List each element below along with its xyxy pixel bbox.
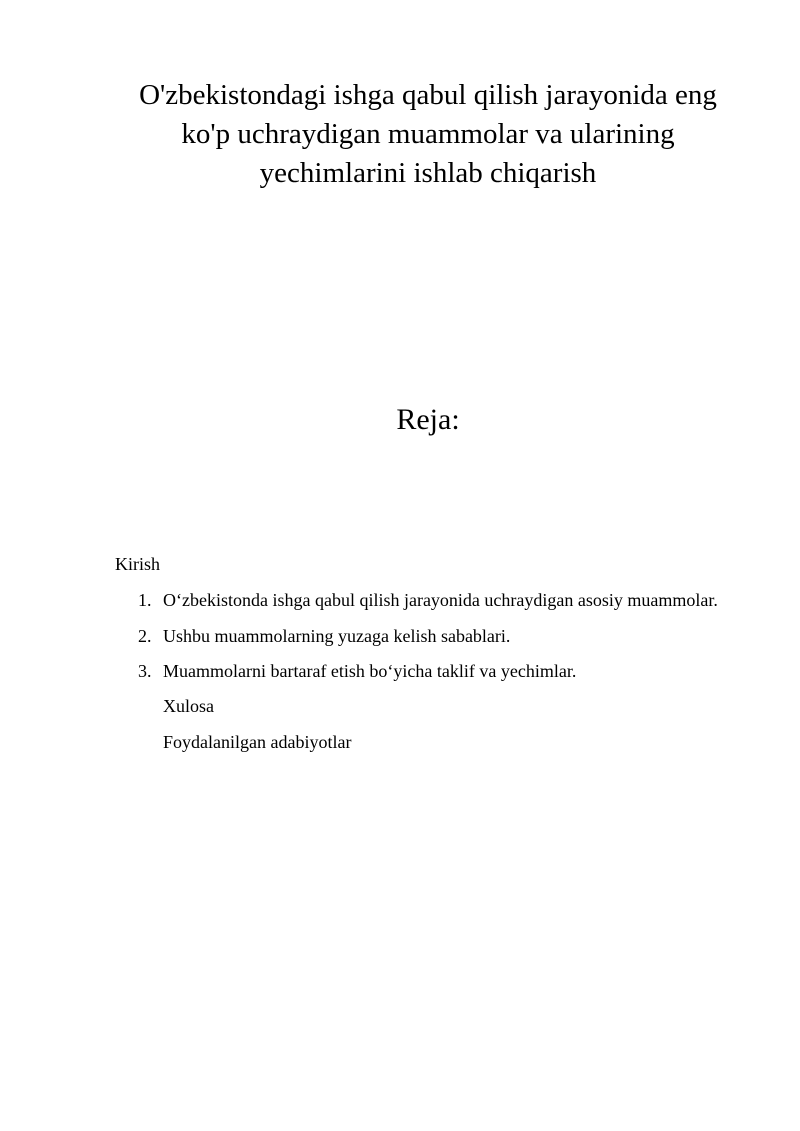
plan-item xyxy=(138,624,718,660)
title-line-3: yechimlarini ishlab chiqarish xyxy=(259,157,597,189)
plan-item-number: 1. xyxy=(138,590,152,610)
title-line-2: ko'p uchraydigan muammolar va ularining xyxy=(181,118,675,150)
plan-item-text: Muammolarni bartaraf etish bo‘yicha taklif va yechimlar. xyxy=(163,661,577,681)
plan-item-number: 2. xyxy=(138,625,152,646)
plan-list xyxy=(138,588,718,695)
plan-item xyxy=(138,588,718,624)
title-line-1: O'zbekistondagi ishga qabul qilish jarayonida eng xyxy=(139,79,717,111)
plan-item-number: 3. xyxy=(138,661,152,681)
plan-conclusion: Xulosa xyxy=(163,696,214,716)
plan-references: Foydalanilgan adabiyotlar xyxy=(163,732,352,752)
plan-item-text: O‘zbekistonda ishga qabul qilish jarayonida uchraydigan asosiy muammolar. xyxy=(163,590,718,610)
plan-item-text: Ushbu muammolarning yuzaga kelish sabablari. xyxy=(163,625,511,646)
document-title xyxy=(110,76,746,193)
plan-intro: Kirish xyxy=(115,554,160,574)
plan-heading: Reja: xyxy=(396,403,460,436)
plan-item xyxy=(138,659,718,695)
